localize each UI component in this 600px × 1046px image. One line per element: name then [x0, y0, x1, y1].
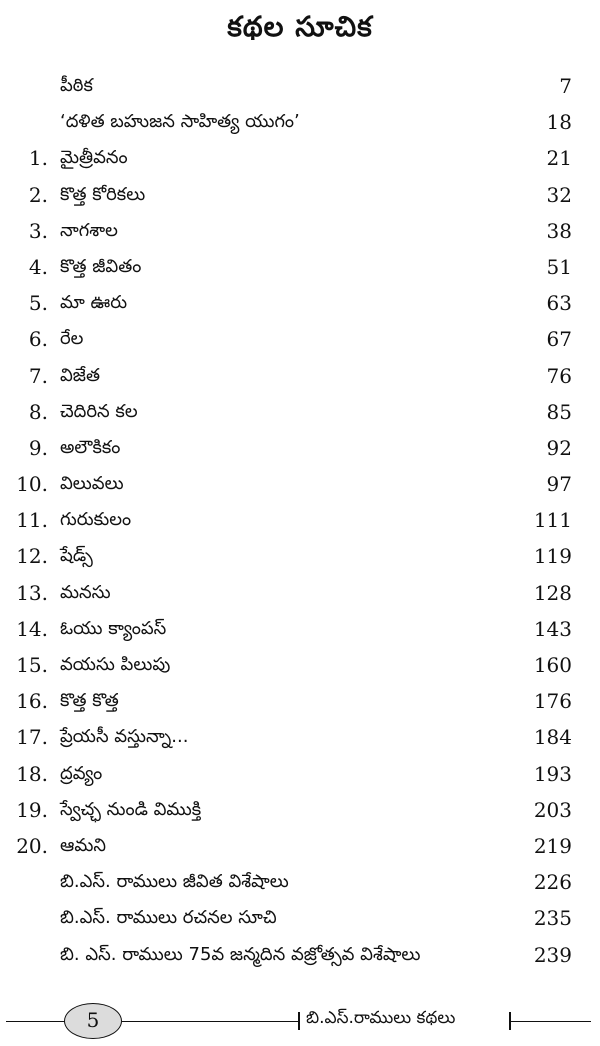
toc-page-number: 7 — [559, 74, 572, 98]
page-title: కథల సూచిక — [227, 10, 373, 43]
toc-row[interactable] — [0, 723, 600, 759]
toc-number: 20. — [16, 833, 48, 858]
toc-title: బి.ఎస్. రాములు రచనల సూచి — [60, 907, 277, 929]
toc-title: ఆమని — [60, 834, 107, 856]
toc-row[interactable] — [0, 217, 600, 253]
toc-page-number: 203 — [533, 797, 572, 822]
toc-row[interactable] — [0, 615, 600, 651]
toc-row[interactable] — [0, 796, 600, 832]
toc-title: విలువలు — [60, 473, 124, 495]
toc-page-number: 18 — [546, 110, 572, 135]
toc-row[interactable] — [0, 542, 600, 578]
toc-title: మా ఊరు — [60, 292, 128, 314]
toc-page-number: 63 — [546, 291, 572, 316]
toc-title: కొత్త కొత్త — [60, 690, 119, 712]
toc-page-number: 97 — [546, 472, 572, 497]
toc-page-number: 51 — [546, 254, 572, 279]
toc-title: పీఠిక — [60, 75, 93, 96]
book-title: బి.ఎస్.రాములు కథలు — [306, 1008, 456, 1028]
toc-page-number: 21 — [546, 146, 572, 171]
toc-row[interactable] — [0, 941, 600, 977]
toc-number: 3. — [28, 218, 48, 243]
toc-title: మైత్రీవనం — [60, 147, 128, 169]
toc-row[interactable] — [0, 506, 600, 542]
toc-page-number: 219 — [533, 833, 572, 858]
toc-page-number: 111 — [533, 508, 572, 533]
toc-page-number: 38 — [546, 218, 572, 243]
toc-page-number: 239 — [533, 942, 572, 967]
toc-number: 18. — [16, 761, 48, 786]
toc-page-number: 235 — [533, 906, 572, 931]
toc-number: 4. — [28, 254, 48, 279]
toc-title: వయసు పిలుపు — [60, 654, 171, 675]
toc-number: 9. — [28, 435, 48, 460]
toc-page-number: 160 — [533, 653, 572, 677]
toc-number: 13. — [16, 580, 48, 605]
toc-title: మనసు — [60, 581, 111, 603]
toc-row[interactable] — [0, 470, 600, 506]
page-footer — [0, 990, 600, 1040]
table-of-contents — [0, 72, 600, 977]
toc-number: 14. — [16, 616, 48, 641]
toc-title: రేల — [60, 328, 84, 350]
toc-row[interactable] — [0, 651, 600, 687]
toc-title: ద్రవ్యం — [60, 762, 103, 784]
toc-title: చెదిరిన కల — [60, 400, 138, 422]
toc-number: 11. — [16, 508, 48, 533]
toc-row[interactable] — [0, 904, 600, 940]
footer-rule-right — [511, 1021, 591, 1022]
toc-title: బి.ఎస్. రాములు జీవిత విశేషాలు — [60, 871, 289, 893]
toc-row[interactable] — [0, 687, 600, 723]
toc-page-number: 92 — [546, 435, 572, 460]
toc-row[interactable] — [0, 398, 600, 434]
toc-title: నాగశాల — [60, 219, 118, 241]
toc-number: 6. — [28, 327, 48, 352]
toc-number: 19. — [16, 797, 48, 822]
toc-number: 8. — [28, 399, 48, 424]
toc-row[interactable] — [0, 760, 600, 796]
toc-title: స్వేచ్ఛ నుండి విముక్తి — [60, 798, 202, 820]
toc-page-number: 143 — [533, 616, 572, 641]
toc-row[interactable] — [0, 325, 600, 361]
toc-title: బి. ఎస్. రాములు 75వ జన్మదిన వజ్రోత్సవ విశేషాలు — [60, 943, 421, 965]
toc-row[interactable] — [0, 144, 600, 180]
toc-row[interactable] — [0, 832, 600, 868]
toc-title: కొత్త కోరికలు — [60, 183, 146, 205]
toc-page-number: 176 — [533, 689, 572, 714]
toc-page-number: 184 — [533, 725, 572, 750]
toc-title: ‘దళిత బహుజన సాహిత్య యుగం’ — [60, 111, 300, 133]
toc-row[interactable] — [0, 253, 600, 289]
footer-bar-left — [298, 1012, 300, 1030]
toc-page-number: 85 — [546, 399, 572, 424]
toc-page-number: 32 — [546, 182, 572, 207]
toc-row[interactable] — [0, 868, 600, 904]
toc-page-number: 67 — [546, 327, 572, 352]
toc-number: 7. — [28, 363, 48, 388]
toc-title: షేడ్స్ — [60, 545, 93, 567]
toc-title: కొత్త జీవితం — [60, 255, 142, 277]
toc-title: విజేత — [60, 364, 100, 386]
toc-number: 12. — [16, 544, 48, 569]
footer-rule-middle — [122, 1021, 298, 1022]
toc-title: ఓయు క్యాంపస్ — [60, 617, 167, 639]
toc-row[interactable] — [0, 108, 600, 144]
toc-row[interactable] — [0, 181, 600, 217]
toc-number: 15. — [16, 653, 48, 677]
toc-title: గురుకులం — [60, 509, 132, 531]
toc-row[interactable] — [0, 289, 600, 325]
toc-number: 17. — [16, 725, 48, 750]
toc-row[interactable] — [0, 434, 600, 470]
toc-number: 1. — [28, 146, 48, 171]
toc-page-number: 226 — [533, 870, 572, 895]
toc-row[interactable] — [0, 579, 600, 615]
toc-page-number: 193 — [533, 761, 572, 786]
page-number-oval: 5 — [64, 1003, 122, 1039]
footer-rule-left — [6, 1021, 66, 1022]
toc-number: 10. — [16, 472, 48, 497]
toc-number: 5. — [28, 291, 48, 316]
toc-title: ప్రేయసీ వస్తున్నా... — [60, 726, 189, 748]
toc-page-number: 128 — [533, 580, 572, 605]
toc-number: 16. — [16, 689, 48, 714]
toc-title: అలౌకికం — [60, 436, 121, 458]
toc-row[interactable] — [0, 72, 600, 108]
toc-page-number: 76 — [546, 363, 572, 388]
toc-page-number: 119 — [533, 544, 572, 569]
toc-row[interactable] — [0, 362, 600, 398]
toc-number: 2. — [28, 182, 48, 207]
